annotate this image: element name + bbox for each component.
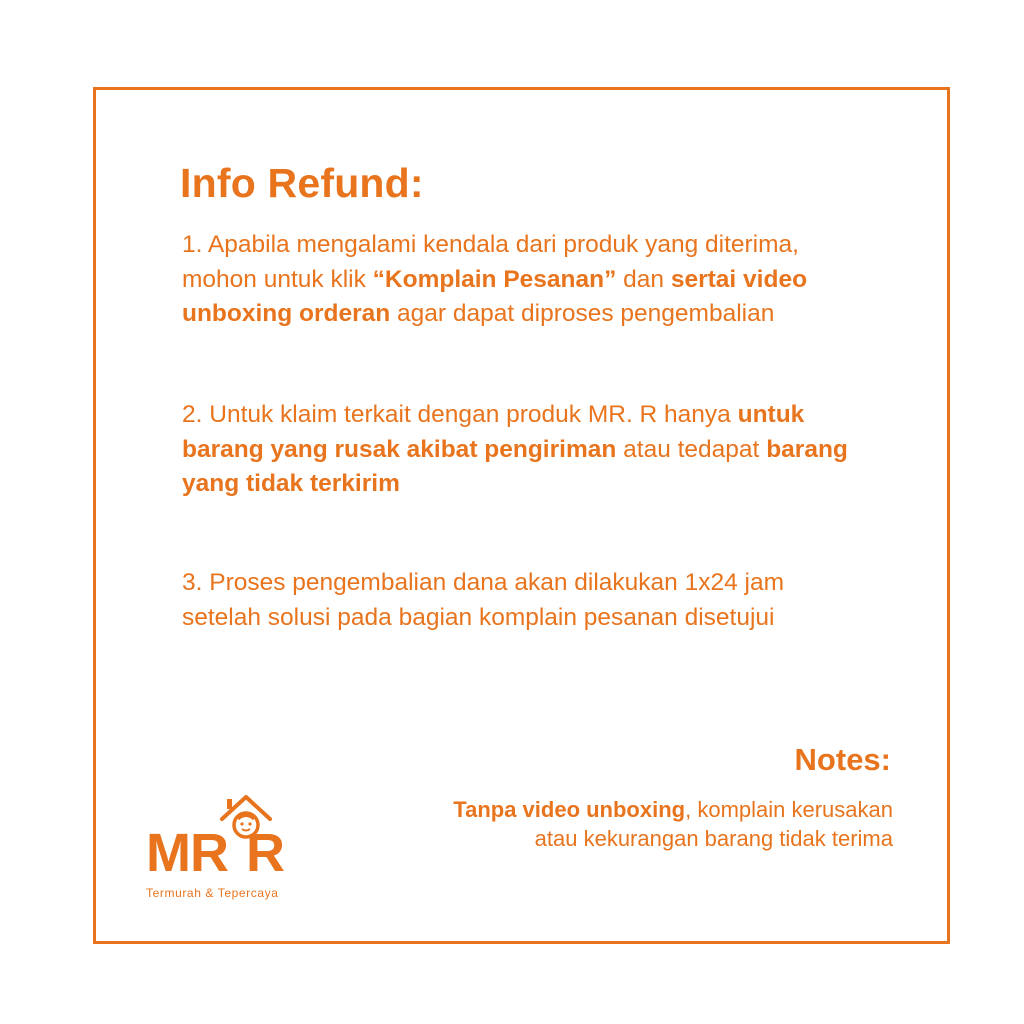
item-text: atau tedapat <box>616 435 767 463</box>
logo-wordmark <box>146 823 284 883</box>
item-number: 3. <box>182 569 203 596</box>
item-number: 2. <box>182 401 203 428</box>
refund-item-1 <box>182 228 862 332</box>
item-text: Proses pengembalian dana akan dilakukan 1x24 jam setelah solusi pada bagian komplain pesanan disetujui <box>182 569 785 631</box>
refund-item-3 <box>182 566 862 635</box>
refund-item-2 <box>182 398 862 502</box>
item-text: agar dapat diproses pengembalian <box>390 300 775 327</box>
notes-bold-text: Tanpa video unboxing <box>453 797 686 822</box>
brand-logo <box>140 793 320 903</box>
logo-tagline: Termurah & Tepercaya <box>146 886 279 900</box>
item-text: dan <box>616 265 671 293</box>
item-bold-text: “Komplain Pesanan” <box>372 265 617 293</box>
page-title: Info Refund: <box>180 160 424 206</box>
notes-text <box>453 795 893 853</box>
logo-brand-right: R <box>245 823 284 883</box>
item-bold-text: barang yang tidak terkirim <box>182 435 848 497</box>
notes-body-text: , komplain kerusakan atau kekurangan barang tidak terima <box>534 797 893 851</box>
item-bold-text: sertai video unboxing orderan <box>182 265 808 327</box>
logo-brand-left: MR <box>146 823 228 883</box>
item-number: 1. <box>182 231 203 258</box>
item-bold-text: untuk barang yang rusak akibat pengiriman <box>182 401 805 463</box>
notes-title: Notes: <box>794 742 891 777</box>
item-text: Apabila mengalami kendala dari produk yang diterima, mohon untuk klik <box>182 231 799 293</box>
item-text: Untuk klaim terkait dengan produk MR. R hanya <box>209 401 738 428</box>
